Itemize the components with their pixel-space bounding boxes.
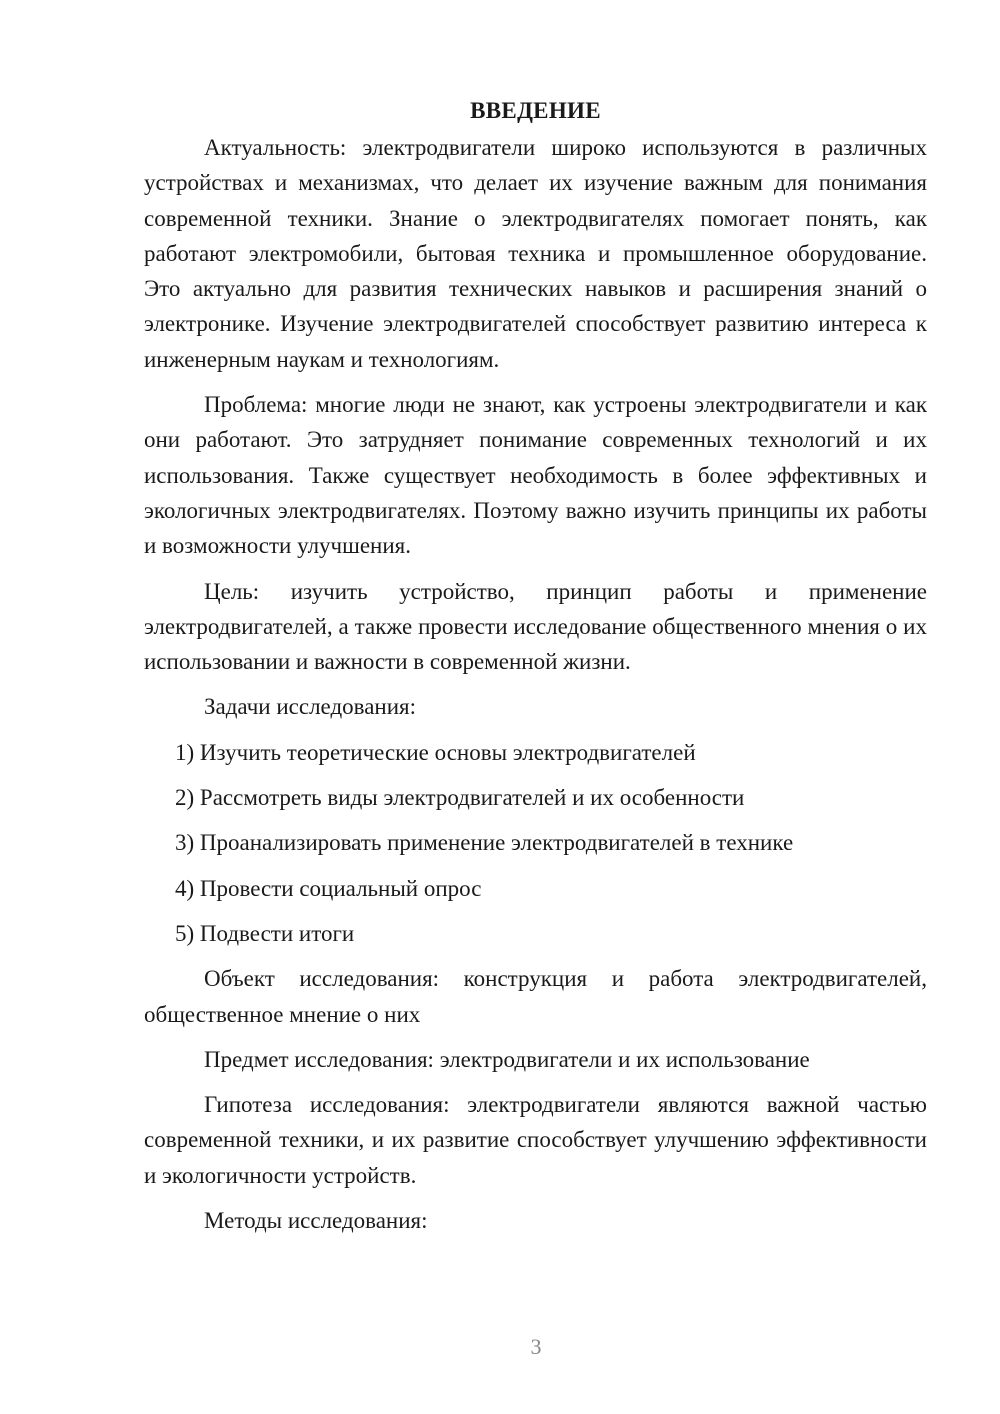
task-item: 5) Подвести итоги: [175, 920, 355, 946]
paragraph-goal: Цель: изучить устройство, принцип работы и применение электродвигателей, а также провести исследование общественного мнения о их использовании и важности в современной жизни.: [144, 578, 927, 675]
page-content: [144, 96, 927, 1248]
task-item: 1) Изучить теоретические основы электродвигателей: [175, 739, 696, 765]
paragraph-relevance: Актуальность: электродвигатели широко используются в различных устройствах и механизмах, что делает их изучение важным для понимания современной техники. Знание о электродвигателях помогает понять, как работают электромобили, бытовая техника и промышленное оборудование. Это актуально для развития технических навыков и расширения знаний о электронике. Изучение электродвигателей способствует развитию интереса к инженерным наукам и технологиям.: [144, 135, 927, 372]
paragraph-methods-heading: Методы исследования:: [204, 1208, 428, 1234]
page-number: 3: [530, 1334, 542, 1359]
paragraph-hypothesis: Гипотеза исследования: электродвигатели являются важной частью современной техники, и их развитие способствует улучшению эффективности и экологичности устройств.: [144, 1092, 927, 1188]
paragraph-subject: Предмет исследования: электродвигатели и их использование: [204, 1046, 810, 1072]
paragraph-problem: Проблема: многие люди не знают, как устроены электродвигатели и как они работают. Это затрудняет понимание современных технологий и их использования. Также существует необходимость в более эффективных и экологичных электродвигателях. Поэтому важно изучить принципы их работы и возможности улучшения.: [144, 392, 927, 559]
page-title: ВВЕДЕНИЕ: [470, 98, 601, 123]
task-item: 3) Проанализировать применение электродвигателей в технике: [175, 830, 794, 856]
paragraph-object: Объект исследования: конструкция и работа электродвигателей, общественное мнение о них: [144, 966, 927, 1027]
task-item: 4) Провести социальный опрос: [175, 875, 482, 901]
paragraph-tasks-heading: Задачи исследования:: [204, 694, 417, 720]
task-item: 2) Рассмотреть виды электродвигателей и их особенности: [175, 785, 745, 811]
